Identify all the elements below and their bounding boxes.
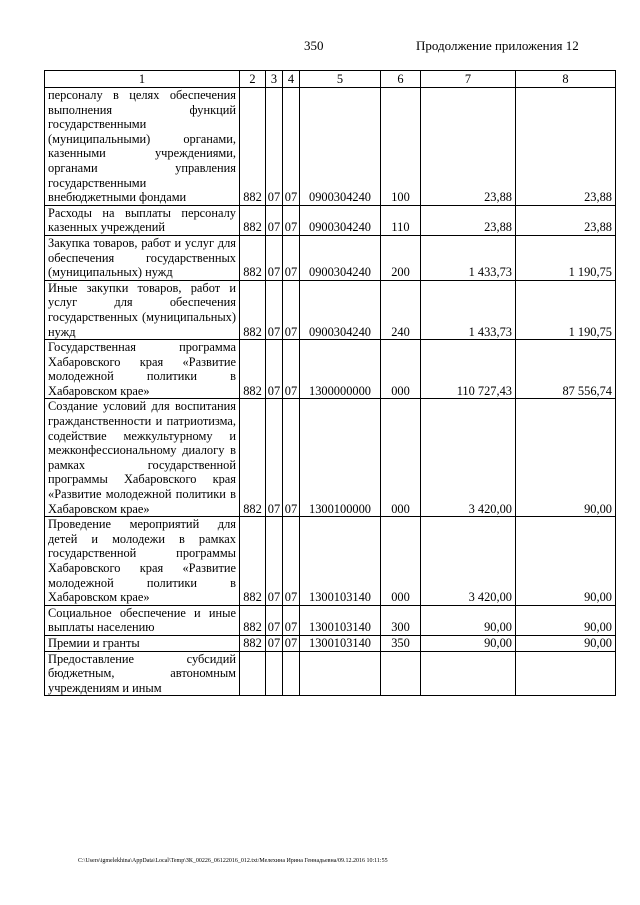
cell-sum-1: 23,88 — [421, 88, 516, 206]
cell-subsection: 07 — [283, 88, 300, 206]
table-row — [45, 88, 616, 206]
row-name: Расходы на выплаты персоналу казенных учреждений — [45, 205, 240, 235]
cell-ministry: 882 — [240, 517, 266, 606]
cell-sum-2: 90,00 — [516, 635, 616, 651]
cell-ministry: 882 — [240, 205, 266, 235]
cell-sum-1: 1 433,73 — [421, 280, 516, 339]
cell-target-article — [300, 651, 381, 696]
row-name: персоналу в целях обеспечения выполнения функций государственными (муниципальными) органами, казенными учреждениями, органами управления государственными внебюджетными фондами — [45, 88, 240, 206]
table-row — [45, 205, 616, 235]
cell-ministry: 882 — [240, 235, 266, 280]
cell-ministry: 882 — [240, 340, 266, 399]
cell-target-article: 1300103140 — [300, 635, 381, 651]
table-header-row — [45, 71, 616, 88]
row-name: Иные закупки товаров, работ и услуг для обеспечения государственных (муниципальных) нужд — [45, 280, 240, 339]
cell-expense-type: 240 — [381, 280, 421, 339]
cell-subsection: 07 — [283, 340, 300, 399]
cell-sum-2: 23,88 — [516, 88, 616, 206]
cell-ministry: 882 — [240, 280, 266, 339]
row-name: Государственная программа Хабаровского края «Развитие молодежной политики в Хабаровском крае» — [45, 340, 240, 399]
cell-sum-1: 3 420,00 — [421, 517, 516, 606]
row-name: Предоставление субсидий бюджетным, автономным учреждениям и иным — [45, 651, 240, 696]
column-header: 6 — [381, 71, 421, 88]
cell-ministry: 882 — [240, 635, 266, 651]
cell-section: 07 — [266, 205, 283, 235]
cell-section: 07 — [266, 340, 283, 399]
cell-sum-2: 23,88 — [516, 205, 616, 235]
budget-table — [44, 70, 616, 696]
table-row — [45, 235, 616, 280]
cell-sum-1: 23,88 — [421, 205, 516, 235]
page-number: 350 — [304, 38, 324, 53]
cell-sum-1 — [421, 651, 516, 696]
cell-expense-type: 000 — [381, 340, 421, 399]
cell-section: 07 — [266, 88, 283, 206]
cell-subsection: 07 — [283, 235, 300, 280]
cell-section: 07 — [266, 605, 283, 635]
cell-target-article: 1300103140 — [300, 517, 381, 606]
cell-subsection: 07 — [283, 280, 300, 339]
cell-subsection: 07 — [283, 399, 300, 517]
cell-target-article: 1300100000 — [300, 399, 381, 517]
row-name: Создание условий для воспитания гражданственности и патриотизма, содействие межкультурному и межконфессиональному диалогу в рамках государственной программы Хабаровского края «Развитие молодежной политики в Хабаровском крае» — [45, 399, 240, 517]
table-row — [45, 517, 616, 606]
column-header: 1 — [45, 71, 240, 88]
column-header: 7 — [421, 71, 516, 88]
cell-sum-2: 1 190,75 — [516, 235, 616, 280]
cell-expense-type: 350 — [381, 635, 421, 651]
column-header: 5 — [300, 71, 381, 88]
table-row — [45, 280, 616, 339]
cell-section: 07 — [266, 517, 283, 606]
cell-sum-1: 110 727,43 — [421, 340, 516, 399]
cell-ministry: 882 — [240, 88, 266, 206]
cell-ministry: 882 — [240, 399, 266, 517]
cell-subsection — [283, 651, 300, 696]
cell-sum-1: 90,00 — [421, 635, 516, 651]
cell-section: 07 — [266, 399, 283, 517]
cell-target-article: 0900304240 — [300, 280, 381, 339]
row-name: Закупка товаров, работ и услуг для обеспечения государственных (муниципальных) нужд — [45, 235, 240, 280]
cell-expense-type: 000 — [381, 517, 421, 606]
cell-sum-2: 90,00 — [516, 517, 616, 606]
cell-sum-2: 90,00 — [516, 399, 616, 517]
continuation-title: Продолжение приложения 12 — [416, 38, 579, 53]
cell-section — [266, 651, 283, 696]
cell-target-article: 0900304240 — [300, 205, 381, 235]
cell-expense-type — [381, 651, 421, 696]
cell-sum-2 — [516, 651, 616, 696]
column-header: 3 — [266, 71, 283, 88]
cell-expense-type: 200 — [381, 235, 421, 280]
cell-expense-type: 000 — [381, 399, 421, 517]
cell-subsection: 07 — [283, 635, 300, 651]
cell-sum-1: 1 433,73 — [421, 235, 516, 280]
table-row — [45, 340, 616, 399]
cell-expense-type: 110 — [381, 205, 421, 235]
cell-section: 07 — [266, 235, 283, 280]
cell-target-article: 0900304240 — [300, 88, 381, 206]
cell-ministry: 882 — [240, 605, 266, 635]
column-header: 2 — [240, 71, 266, 88]
table-row — [45, 605, 616, 635]
cell-expense-type: 300 — [381, 605, 421, 635]
table-row — [45, 399, 616, 517]
cell-sum-2: 87 556,74 — [516, 340, 616, 399]
table-row — [45, 635, 616, 651]
cell-sum-1: 90,00 — [421, 605, 516, 635]
cell-sum-2: 1 190,75 — [516, 280, 616, 339]
cell-target-article: 0900304240 — [300, 235, 381, 280]
column-header: 4 — [283, 71, 300, 88]
cell-subsection: 07 — [283, 605, 300, 635]
row-name: Проведение мероприятий для детей и молодежи в рамках государственной программы Хабаровского края «Развитие молодежной политики в Хабаровском крае» — [45, 517, 240, 606]
footer-file-path: C:\Users\igmelekhina\AppData\Local\Temp\ЗК_00226_06122016_012.txt/Мелехина Ирина Геннадьевна/09.12.2016 10:11:55 — [78, 858, 388, 864]
cell-target-article: 1300000000 — [300, 340, 381, 399]
cell-section: 07 — [266, 635, 283, 651]
row-name: Премии и гранты — [45, 635, 240, 651]
row-name: Социальное обеспечение и иные выплаты населению — [45, 605, 240, 635]
cell-subsection: 07 — [283, 517, 300, 606]
cell-target-article: 1300103140 — [300, 605, 381, 635]
cell-section: 07 — [266, 280, 283, 339]
cell-sum-1: 3 420,00 — [421, 399, 516, 517]
cell-ministry — [240, 651, 266, 696]
cell-expense-type: 100 — [381, 88, 421, 206]
cell-subsection: 07 — [283, 205, 300, 235]
table-row — [45, 651, 616, 696]
cell-sum-2: 90,00 — [516, 605, 616, 635]
column-header: 8 — [516, 71, 616, 88]
